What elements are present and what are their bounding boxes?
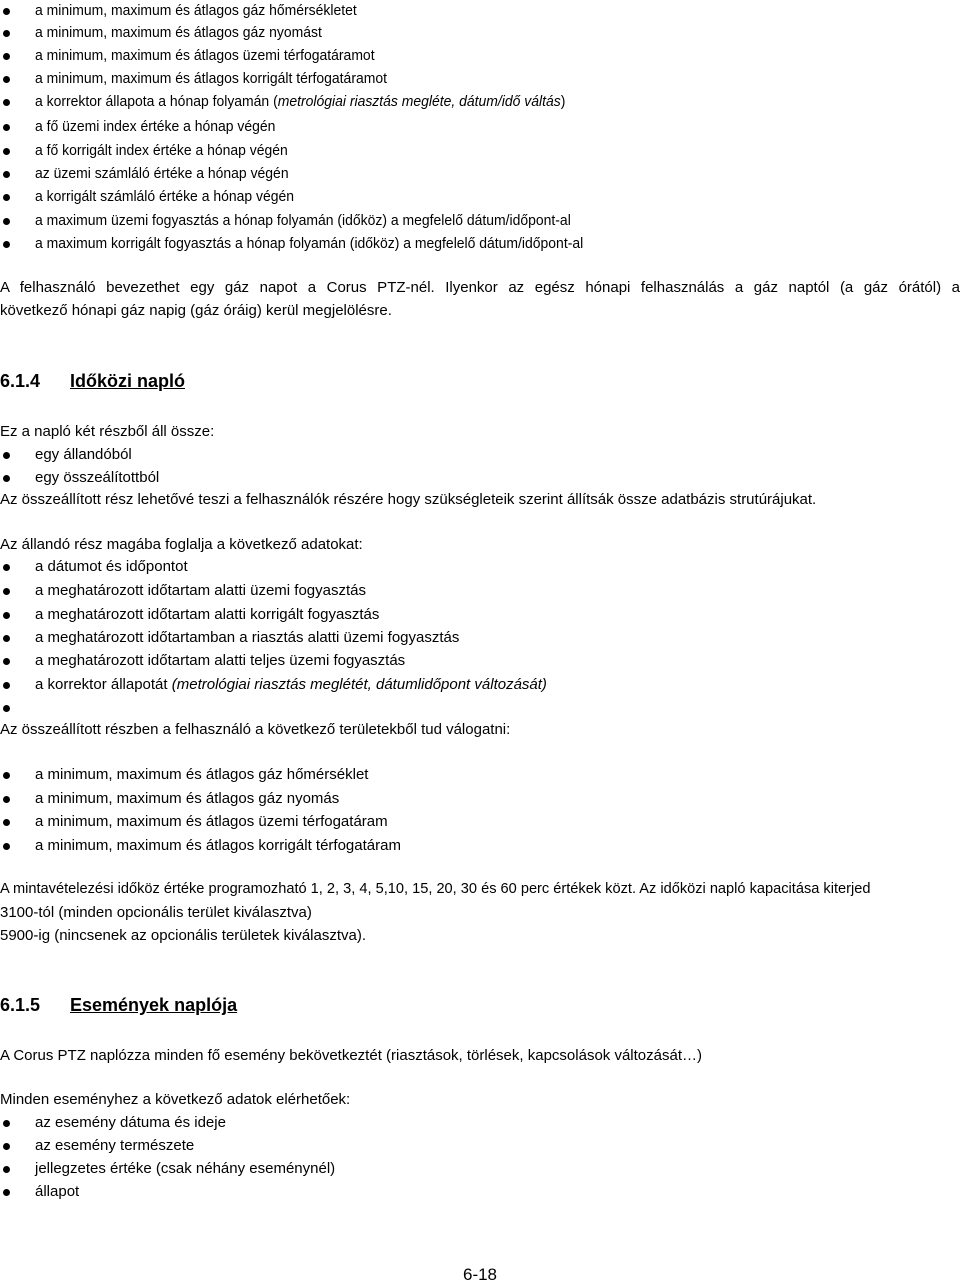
- bullet-icon: [3, 8, 10, 15]
- gas-day-paragraph-line1: A felhasználó bevezethet egy gáz napot a Corus PTZ-nél. Ilyenkor az egész hónapi felhasználás a gáz naptól (a gáz órától) a: [0, 279, 960, 296]
- compiled-part-intro: Az összeállított részben a felhasználó a következő területekből tud válogatni:: [0, 721, 511, 738]
- bullet-icon: [3, 452, 10, 459]
- page-number: 6-18: [462, 1265, 498, 1284]
- bullet-icon: [3, 612, 10, 619]
- events-intro: A Corus PTZ naplózza minden fő esemény bekövetkeztét (riasztások, törlések, kapcsolások változását…): [0, 1047, 702, 1064]
- bullet-icon: [3, 588, 10, 595]
- bullet-icon: [3, 635, 10, 642]
- list-item-empty: [0, 697, 960, 719]
- bullet-icon: [3, 171, 10, 178]
- bullet-icon: [3, 772, 10, 779]
- section-heading-6-1-4: 6.1.4 Időközi napló: [0, 371, 185, 391]
- bullet-icon: [3, 218, 10, 225]
- bullet-icon: [3, 682, 10, 689]
- bullet-icon: [3, 148, 10, 155]
- section-heading-6-1-5: 6.1.5 Események naplója: [0, 995, 238, 1015]
- list-item: a meghatározott időtartam alatti üzemi fogyasztás: [0, 580, 960, 602]
- gas-day-paragraph-line2: következő hónapi gáz napig (gáz óráig) kerül megjelölésre.: [0, 302, 392, 319]
- capacity-line3: 5900-ig (nincsenek az opcionális területek kiválasztva).: [0, 927, 367, 944]
- capacity-line1: A mintavételezési időköz értéke programozható 1, 2, 3, 4, 5,10, 15, 20, 30 és 60 perc értékek közt. Az időközi napló kapacitása kiterjed: [0, 881, 871, 897]
- list-item: a meghatározott időtartamban a riasztás alatti üzemi fogyasztás: [0, 627, 960, 649]
- bullet-icon: [3, 99, 10, 106]
- list-item: a minimum, maximum és átlagos üzemi térfogatáramot: [0, 45, 960, 67]
- bullet-icon: [3, 53, 10, 60]
- bullet-icon: [3, 796, 10, 803]
- list-item: a korrigált számláló értéke a hónap végén: [0, 186, 960, 208]
- bullet-icon: [3, 1143, 10, 1150]
- list-item: a meghatározott időtartam alatti teljes üzemi fogyasztás: [0, 650, 960, 672]
- bullet-icon: [3, 194, 10, 201]
- list-item: a minimum, maximum és átlagos üzemi térfogatáram: [0, 811, 960, 833]
- list-item: a fő üzemi index értéke a hónap végén: [0, 116, 960, 138]
- list-item: az esemény természete: [0, 1135, 960, 1157]
- bullet-icon: [3, 30, 10, 37]
- bullet-icon: [3, 1166, 10, 1173]
- list-item: a minimum, maximum és átlagos korrigált térfogatáram: [0, 835, 960, 857]
- list-item: a meghatározott időtartam alatti korrigált fogyasztás: [0, 604, 960, 626]
- list-item: a minimum, maximum és átlagos gáz hőmérsékletet: [0, 0, 960, 22]
- list-item: a korrektor állapotát (metrológiai riasztás meglétét, dátumlidőpont változását): [0, 674, 960, 696]
- fixed-part-intro: Az állandó rész magába foglalja a következő adatokat:: [0, 536, 363, 553]
- bullet-icon: [3, 241, 10, 248]
- list-item: a minimum, maximum és átlagos gáz nyomást: [0, 22, 960, 44]
- list-item: a minimum, maximum és átlagos korrigált térfogatáramot: [0, 68, 960, 90]
- bullet-icon: [3, 843, 10, 850]
- list-item: az esemény dátuma és ideje: [0, 1112, 960, 1134]
- list-item: a minimum, maximum és átlagos gáz hőmérséklet: [0, 764, 960, 786]
- list-item: a fő korrigált index értéke a hónap végén: [0, 140, 960, 162]
- bullet-icon: [3, 1120, 10, 1127]
- bullet-icon: [3, 1189, 10, 1196]
- list-item: a dátumot és időpontot: [0, 556, 960, 578]
- list-item: a korrektor állapota a hónap folyamán (metrológiai riasztás megléte, dátum/idő váltás): [0, 91, 960, 113]
- bullet-icon: [3, 705, 10, 712]
- events-data-intro: Minden eseményhez a következő adatok elérhetőek:: [0, 1091, 351, 1108]
- bullet-icon: [3, 76, 10, 83]
- list-item: az üzemi számláló értéke a hónap végén: [0, 163, 960, 185]
- capacity-line2: 3100-tól (minden opcionális terület kiválasztva): [0, 904, 312, 921]
- bullet-icon: [3, 124, 10, 131]
- compiled-part-note: Az összeállított rész lehetővé teszi a felhasználók részére hogy szükségleteik szerint állítsák össze adatbázis strutúrájukat.: [0, 491, 817, 508]
- list-item: jellegzetes értéke (csak néhány eseménynél): [0, 1158, 960, 1180]
- bullet-icon: [3, 819, 10, 826]
- list-item: egy állandóból: [0, 444, 960, 466]
- list-item: a maximum üzemi fogyasztás a hónap folyamán (időköz) a megfelelő dátum/időpont-al: [0, 210, 960, 232]
- list-item: egy összeálítottból: [0, 467, 960, 489]
- list-item: a minimum, maximum és átlagos gáz nyomás: [0, 788, 960, 810]
- log-parts-intro: Ez a napló két részből áll össze:: [0, 423, 215, 440]
- bullet-icon: [3, 564, 10, 571]
- list-item: a maximum korrigált fogyasztás a hónap folyamán (időköz) a megfelelő dátum/időpont-al: [0, 233, 960, 255]
- bullet-icon: [3, 475, 10, 482]
- bullet-icon: [3, 658, 10, 665]
- list-item: állapot: [0, 1181, 960, 1203]
